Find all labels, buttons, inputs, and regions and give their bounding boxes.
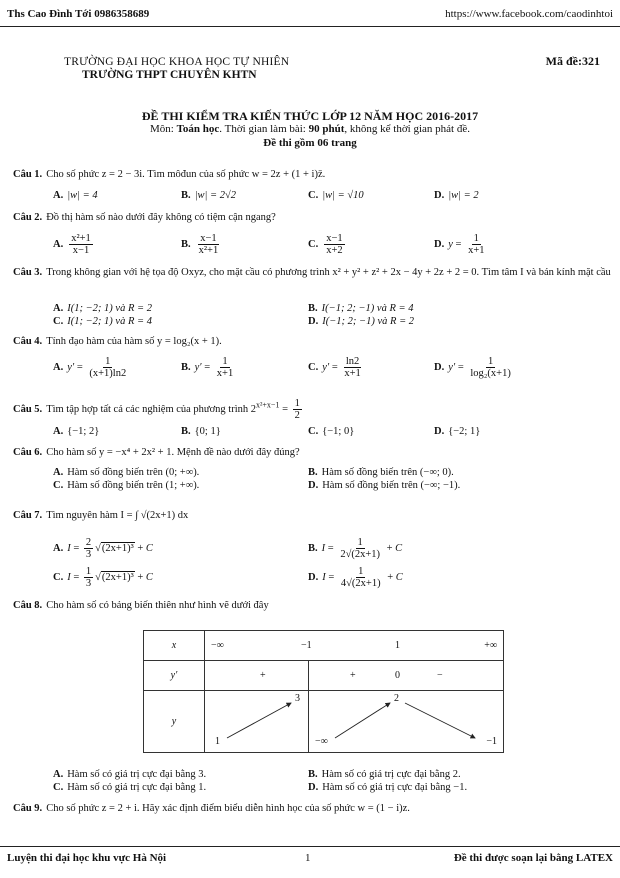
question-7: Câu 7. Tìm nguyên hàm I = ∫ √(2x+1) dx: [13, 510, 189, 521]
q1-option-c[interactable]: C. |w| = √10: [308, 190, 364, 201]
q3-option-d[interactable]: D. I(−1; 2; −1) và R = 2: [308, 316, 415, 327]
question-3: Câu 3. Trong không gian với hệ tọa độ Oxyz, cho mặt cầu có phương trình x² + y² + z² + 2x − 4y + 2z + 2 = 0. Tìm tâm I và bán kính mặt cầu: [13, 267, 611, 278]
q2-option-d[interactable]: D. y = $\frac{1}{x+1}$: [434, 233, 485, 256]
q1-option-a[interactable]: A. |w| = 4: [53, 190, 98, 201]
q2-option-a[interactable]: A. $\frac{\text{x²+1}}{x-1}$: [53, 233, 91, 256]
sign-cell: +: [260, 670, 266, 681]
y-val: 2: [394, 693, 399, 704]
question-6: Câu 6. Cho hàm số y = −x⁴ + 2x² + 1. Mệnh đề nào dưới đây đúng?: [13, 447, 300, 458]
q1-option-d[interactable]: D. |w| = 2: [434, 190, 479, 201]
question-8: Câu 8. Cho hàm số có bảng biến thiên như hình vẽ dưới đây: [13, 600, 269, 611]
header-author: Ths Cao Đình Tới 0986358689: [7, 8, 150, 20]
q6-option-c[interactable]: C. Hàm số đồng biến trên (1; +∞).: [53, 480, 200, 491]
q2-option-b[interactable]: B. $\frac{x-1}{\text{x²+1}}$: [181, 233, 219, 256]
q6-option-d[interactable]: D. Hàm số đồng biến trên (−∞; −1).: [308, 480, 461, 491]
row-label-x: x: [144, 631, 205, 661]
q5-option-b[interactable]: B. {0; 1}: [181, 426, 221, 437]
sign-cell: 0: [395, 670, 400, 681]
q8-option-a[interactable]: A. Hàm số có giá trị cực đại bằng 3.: [53, 769, 207, 780]
question-2: Câu 2. Đồ thị hàm số nào dưới đây không có tiệm cận ngang?: [13, 212, 276, 223]
q1-option-b[interactable]: B. |w| = 2√2: [181, 190, 237, 201]
q8-option-d[interactable]: D. Hàm số có giá trị cực đại bằng −1.: [308, 782, 468, 793]
header-link[interactable]: https://www.facebook.com/caodinhtoi: [445, 8, 613, 20]
x-val: +∞: [484, 640, 497, 651]
footer-left: Luyện thi đại học khu vực Hà Nội: [7, 852, 167, 864]
exam-title: ĐỀ THI KIỂM TRA KIẾN THỨC LỚP 12 NĂM HỌC 2016-2017: [141, 109, 479, 123]
variation-table: [143, 630, 504, 753]
question-5: Câu 5. Tìm tập hợp tất cả các nghiệm của phương trình $2^{x^2+x-1}$ = $\frac{1}{2}$: [13, 398, 300, 421]
page-number: 1: [305, 852, 311, 864]
x-val: 1: [395, 640, 400, 651]
q6-option-a[interactable]: A. Hàm số đồng biến trên (0; +∞).: [53, 467, 200, 478]
exam-code: Mã đề:321: [545, 54, 600, 68]
x-val: −∞: [211, 640, 224, 651]
q7-option-c[interactable]: C. I = $\frac{1}{3}$ √(2x+1)³ + C: [53, 566, 153, 589]
q3-option-c[interactable]: C. I(1; −2; 1) và R = 4: [53, 316, 152, 327]
q7-option-b[interactable]: B. I = $\frac{1}{2√(2x+1)}$ + C: [308, 537, 403, 560]
footer-rule: [0, 846, 620, 847]
school-subname: TRƯỜNG THPT CHUYÊN KHTN: [82, 69, 257, 81]
q3-option-b[interactable]: B. I(−1; 2; −1) và R = 4: [308, 303, 414, 314]
row-label-y: y: [144, 691, 205, 753]
header-rule: [0, 26, 620, 27]
q6-option-b[interactable]: B. Hàm số đồng biến trên (−∞; 0).: [308, 467, 454, 478]
variation-arrows: [205, 691, 505, 753]
exam-subtitle: Môn: Toán học. Thời gian làm bài: 90 phút, không kể thời gian phát đề.: [150, 123, 470, 135]
row-label-yprime: y′: [144, 661, 205, 691]
question-4: Câu 4. Tính đạo hàm của hàm số y = log₂(x + 1).: [13, 336, 222, 347]
y-val: −1: [486, 736, 497, 747]
x-val: −1: [301, 640, 312, 651]
pages-note: Đề thi gồm 06 trang: [263, 137, 357, 149]
q4-option-c[interactable]: C. y′ = $\frac{\ln 2}{x+1}$: [308, 356, 361, 379]
q5-option-c[interactable]: C. {−1; 0}: [308, 426, 355, 437]
q4-option-d[interactable]: D. y′ = $\frac{1}{\text{log₂(x+1)}}$: [434, 356, 511, 379]
sign-cell: −: [437, 670, 443, 681]
y-val: 1: [215, 736, 220, 747]
q4-option-a[interactable]: A. y′ = $\frac{1}{(x+1)\ln 2}$: [53, 356, 127, 379]
q3-option-a[interactable]: A. I(1; −2; 1) và R = 2: [53, 303, 152, 314]
q4-option-b[interactable]: B. y′ = $\frac{1}{x+1}$: [181, 356, 234, 379]
y-val: 3: [295, 693, 300, 704]
q8-option-c[interactable]: C. Hàm số có giá trị cực đại bằng 1.: [53, 782, 207, 793]
y-val: −∞: [315, 736, 328, 747]
question-9: Câu 9. Cho số phức z = 2 + i. Hãy xác định điểm biểu diễn hình học của số phức w = (1 − i)z.: [13, 803, 410, 814]
school-name: TRƯỜNG ĐẠI HỌC KHOA HỌC TỰ NHIÊN: [64, 56, 290, 68]
q5-option-a[interactable]: A. {−1; 2}: [53, 426, 100, 437]
q7-option-d[interactable]: D. I = $\frac{1}{4√(2x+1)}$ + C: [308, 566, 403, 589]
q5-option-d[interactable]: D. {−2; 1}: [434, 426, 481, 437]
question-1: Câu 1. Cho số phức z = 2 − 3i. Tìm môđun của số phức w = 2z + (1 + i)z̄.: [13, 169, 326, 180]
q7-option-a[interactable]: A. I = $\frac{2}{3}$ √(2x+1)³ + C: [53, 537, 153, 560]
q2-option-c[interactable]: C. $\frac{x-1}{x+2}$: [308, 233, 343, 256]
footer-right: Đề thi được soạn lại bằng LATEX: [453, 852, 613, 864]
q8-option-b[interactable]: B. Hàm số có giá trị cực đại bằng 2.: [308, 769, 461, 780]
sign-cell: +: [350, 670, 356, 681]
